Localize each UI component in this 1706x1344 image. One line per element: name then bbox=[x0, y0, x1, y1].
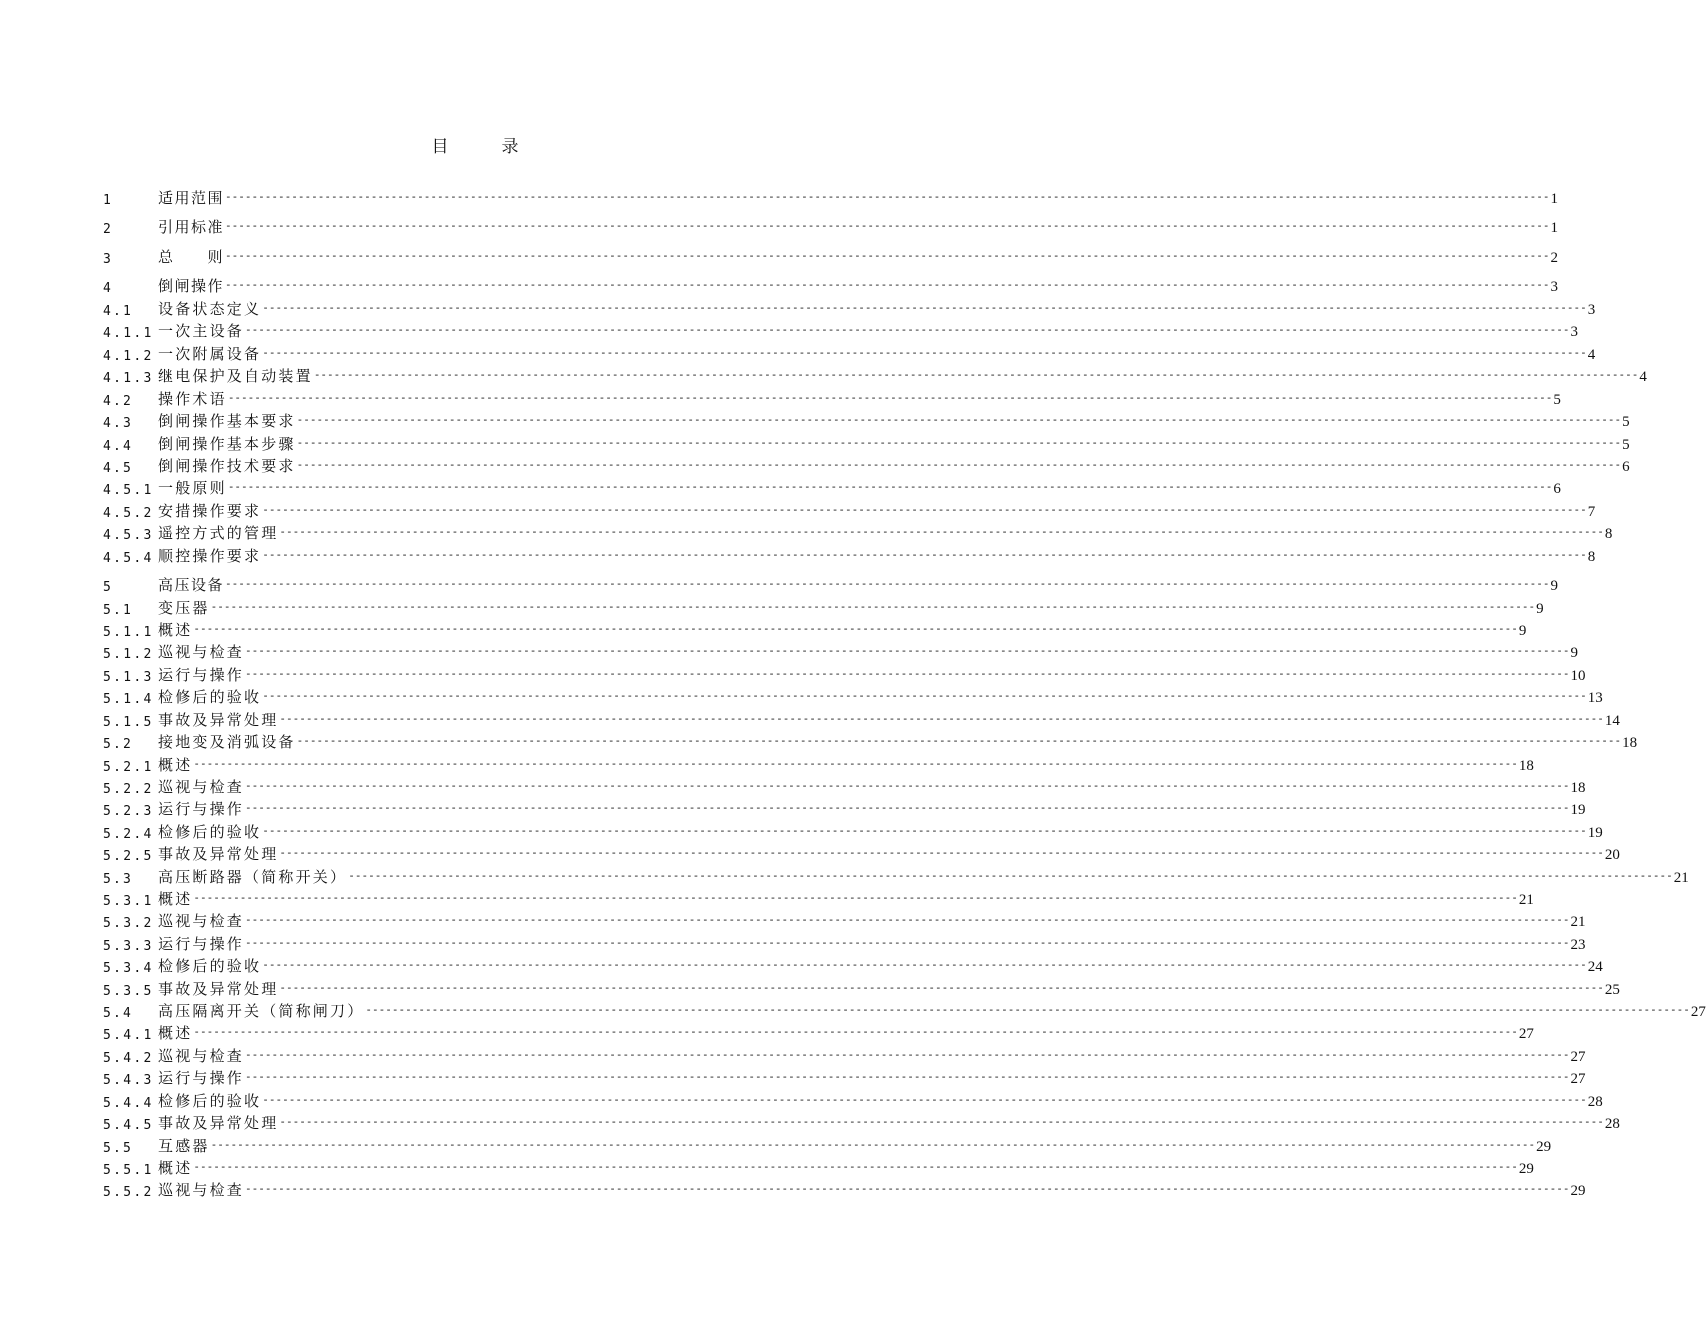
toc-entry-title: 一次主设备 bbox=[158, 322, 245, 341]
toc-entry-number: 5.4.3 bbox=[103, 1073, 154, 1089]
toc-entry-title: 设备状态定义 bbox=[158, 299, 262, 318]
toc-leader: -------------------------------------------------------------------------------------------------------------------------------------------------------------------------------------------------------- bbox=[225, 248, 1550, 262]
toc-entry-number: 4.5.1 bbox=[103, 483, 154, 499]
toc-entry-number: 5.2.3 bbox=[103, 804, 154, 820]
toc-entry[interactable] bbox=[103, 1178, 1586, 1201]
toc-leader: -------------------------------------------------------------------------------------------------------------------------------------------------------------------------------------------------------- bbox=[210, 1137, 1536, 1151]
toc-entry-title: 巡视与检查 bbox=[158, 1181, 245, 1200]
toc-entry-page: 20 bbox=[1604, 847, 1620, 864]
toc-entry[interactable] bbox=[103, 1156, 1534, 1178]
toc-entry-title: 巡视与检查 bbox=[158, 643, 245, 662]
toc-title: 目 录 bbox=[431, 137, 537, 157]
toc-entry[interactable] bbox=[103, 476, 1561, 499]
toc-entry-title: 运行与操作 bbox=[158, 665, 245, 684]
toc-entry-page: 9 bbox=[1518, 623, 1527, 640]
toc-entry-number: 5.4.4 bbox=[103, 1095, 154, 1111]
toc-entry-number: 5.3.1 bbox=[103, 894, 154, 909]
toc-entry-number: 5.2.4 bbox=[103, 826, 154, 842]
toc-entry[interactable] bbox=[103, 1111, 1620, 1134]
toc-leader: -------------------------------------------------------------------------------------------------------------------------------------------------------------------------------------------------------- bbox=[225, 577, 1550, 591]
toc-entry-number: 5.4.2 bbox=[103, 1050, 154, 1066]
toc-entry-title: 倒闸操作基本步骤 bbox=[158, 434, 296, 453]
toc-leader: -------------------------------------------------------------------------------------------------------------------------------------------------------------------------------------------------------- bbox=[262, 958, 1587, 972]
toc-entry-number: 4.4 bbox=[103, 438, 134, 454]
toc-entry-title: 概述 bbox=[158, 890, 193, 908]
toc-entry-title: 事故及异常处理 bbox=[158, 845, 279, 864]
toc-leader: -------------------------------------------------------------------------------------------------------------------------------------------------------------------------------------------------------- bbox=[245, 913, 1570, 927]
toc-entry[interactable] bbox=[103, 296, 1596, 319]
toc-entry-title: 高压断路器（简称开关） bbox=[158, 867, 348, 886]
toc-leader: -------------------------------------------------------------------------------------------------------------------------------------------------------------------------------------------------------- bbox=[245, 666, 1570, 680]
toc-entry-title: 检修后的验收 bbox=[158, 822, 262, 841]
toc-leader: -------------------------------------------------------------------------------------------------------------------------------------------------------------------------------------------------------- bbox=[227, 480, 1553, 494]
toc-entry-number: 5.1.1 bbox=[103, 625, 154, 641]
toc-entry[interactable] bbox=[103, 386, 1561, 409]
toc-entry-title: 一次附属设备 bbox=[158, 344, 262, 363]
toc-entry-title: 互感器 bbox=[158, 1136, 210, 1155]
toc-leader: -------------------------------------------------------------------------------------------------------------------------------------------------------------------------------------------------------- bbox=[262, 1092, 1587, 1106]
toc-entry-title: 检修后的验收 bbox=[158, 1091, 262, 1110]
toc-entry-page: 18 bbox=[1570, 779, 1586, 796]
toc-entry-number: 5.1.2 bbox=[103, 647, 154, 663]
toc-entry-title: 事故及异常处理 bbox=[158, 1114, 279, 1133]
toc-leader: -------------------------------------------------------------------------------------------------------------------------------------------------------------------------------------------------------- bbox=[262, 345, 1587, 359]
toc-leader: -------------------------------------------------------------------------------------------------------------------------------------------------------------------------------------------------------- bbox=[245, 1070, 1570, 1084]
toc-entry-number: 4.1 bbox=[103, 303, 134, 319]
toc-entry-title: 倒闸操作基本要求 bbox=[158, 412, 296, 431]
table-of-contents bbox=[103, 178, 1706, 1201]
toc-entry-title: 接地变及消弧设备 bbox=[158, 733, 296, 752]
toc-entry-page: 24 bbox=[1587, 959, 1603, 976]
toc-entry-title: 概述 bbox=[158, 621, 193, 640]
toc-entry[interactable] bbox=[103, 1021, 1534, 1044]
toc-entry-page: 14 bbox=[1604, 712, 1620, 729]
toc-entry-title: 概述 bbox=[158, 1158, 193, 1177]
toc-leader: -------------------------------------------------------------------------------------------------------------------------------------------------------------------------------------------------------- bbox=[193, 756, 1518, 770]
toc-leader: -------------------------------------------------------------------------------------------------------------------------------------------------------------------------------------------------------- bbox=[245, 323, 1570, 337]
toc-entry[interactable] bbox=[103, 409, 1630, 432]
toc-entry-number: 5.1.4 bbox=[103, 692, 154, 708]
toc-entry-number: 5.2 bbox=[103, 737, 134, 753]
toc-entry-title: 巡视与检查 bbox=[158, 912, 245, 931]
toc-entry[interactable] bbox=[103, 208, 1559, 238]
toc-leader: -------------------------------------------------------------------------------------------------------------------------------------------------------------------------------------------------------- bbox=[245, 778, 1570, 792]
toc-leader: -------------------------------------------------------------------------------------------------------------------------------------------------------------------------------------------------------- bbox=[313, 368, 1639, 382]
toc-entry-number: 4.3 bbox=[103, 416, 134, 432]
toc-entry-page: 21 bbox=[1518, 892, 1534, 908]
toc-leader: -------------------------------------------------------------------------------------------------------------------------------------------------------------------------------------------------------- bbox=[225, 189, 1550, 203]
toc-entry[interactable] bbox=[103, 1088, 1603, 1111]
toc-entry-number: 4 bbox=[103, 281, 113, 297]
toc-entry[interactable] bbox=[103, 341, 1596, 364]
toc-entry-number: 5.2.1 bbox=[103, 759, 154, 775]
toc-entry-page: 7 bbox=[1587, 503, 1596, 520]
toc-leader: -------------------------------------------------------------------------------------------------------------------------------------------------------------------------------------------------------- bbox=[245, 935, 1570, 949]
toc-leader: -------------------------------------------------------------------------------------------------------------------------------------------------------------------------------------------------------- bbox=[262, 300, 1587, 314]
toc-entry[interactable] bbox=[103, 752, 1534, 775]
toc-entry-page: 19 bbox=[1570, 802, 1586, 819]
toc-entry-title: 操作术语 bbox=[158, 389, 227, 408]
toc-entry-number: 5.3.5 bbox=[103, 983, 154, 999]
toc-entry-page: 9 bbox=[1550, 578, 1559, 595]
toc-entry-number: 4.5.3 bbox=[103, 528, 154, 544]
toc-entry-page: 5 bbox=[1622, 436, 1630, 453]
toc-entry-page: 28 bbox=[1604, 1116, 1620, 1133]
toc-entry-page: 25 bbox=[1604, 981, 1620, 998]
toc-leader: -------------------------------------------------------------------------------------------------------------------------------------------------------------------------------------------------------- bbox=[279, 525, 1604, 539]
toc-entry[interactable] bbox=[103, 267, 1559, 297]
toc-leader: -------------------------------------------------------------------------------------------------------------------------------------------------------------------------------------------------------- bbox=[279, 711, 1604, 725]
toc-entry-number: 5.3.2 bbox=[103, 916, 154, 932]
toc-leader: -------------------------------------------------------------------------------------------------------------------------------------------------------------------------------------------------------- bbox=[279, 846, 1604, 860]
toc-entry[interactable] bbox=[103, 887, 1534, 909]
toc-entry-page: 27 bbox=[1518, 1026, 1534, 1043]
toc-entry[interactable] bbox=[103, 909, 1586, 932]
toc-entry-page: 8 bbox=[1587, 548, 1596, 565]
toc-leader: -------------------------------------------------------------------------------------------------------------------------------------------------------------------------------------------------------- bbox=[227, 390, 1553, 404]
toc-entry[interactable] bbox=[103, 954, 1603, 977]
toc-entry-page: 27 bbox=[1570, 1048, 1586, 1065]
toc-entry-number: 3 bbox=[103, 251, 113, 267]
toc-entry-title: 运行与操作 bbox=[158, 800, 245, 819]
toc-leader: -------------------------------------------------------------------------------------------------------------------------------------------------------------------------------------------------------- bbox=[193, 1025, 1518, 1039]
toc-entry-number: 5.5.1 bbox=[103, 1162, 154, 1178]
toc-leader: -------------------------------------------------------------------------------------------------------------------------------------------------------------------------------------------------------- bbox=[210, 599, 1536, 613]
toc-entry-page: 5 bbox=[1622, 414, 1630, 431]
toc-entry[interactable] bbox=[103, 364, 1647, 387]
toc-leader: -------------------------------------------------------------------------------------------------------------------------------------------------------------------------------------------------------- bbox=[193, 622, 1518, 636]
toc-entry-page: 23 bbox=[1570, 936, 1586, 953]
toc-entry-page: 10 bbox=[1570, 667, 1586, 684]
toc-entry[interactable] bbox=[103, 707, 1620, 730]
toc-entry-title: 高压隔离开关（简称闸刀） bbox=[158, 1002, 365, 1021]
toc-entry[interactable] bbox=[103, 730, 1638, 753]
toc-entry[interactable] bbox=[103, 662, 1586, 685]
toc-entry-number: 4.1.3 bbox=[103, 371, 154, 387]
toc-entry-page: 3 bbox=[1587, 301, 1596, 318]
toc-entry[interactable] bbox=[103, 319, 1579, 342]
toc-entry-title: 运行与操作 bbox=[158, 1069, 245, 1088]
toc-entry-title: 高压设备 bbox=[158, 576, 225, 595]
toc-entry-page: 8 bbox=[1604, 526, 1613, 543]
toc-entry-title: 概述 bbox=[158, 755, 193, 774]
toc-entry-page: 29 bbox=[1570, 1183, 1586, 1200]
toc-leader: -------------------------------------------------------------------------------------------------------------------------------------------------------------------------------------------------------- bbox=[193, 891, 1518, 904]
toc-leader: -------------------------------------------------------------------------------------------------------------------------------------------------------------------------------------------------------- bbox=[296, 413, 1622, 427]
toc-entry-title: 安措操作要求 bbox=[158, 501, 262, 520]
toc-entry-number: 4.1.2 bbox=[103, 348, 154, 364]
toc-entry-page: 5 bbox=[1553, 391, 1561, 408]
toc-entry[interactable] bbox=[103, 797, 1586, 820]
toc-entry[interactable] bbox=[103, 1066, 1586, 1089]
toc-entry[interactable] bbox=[103, 999, 1706, 1022]
toc-entry-page: 3 bbox=[1570, 324, 1579, 341]
toc-entry-number: 5.3.3 bbox=[103, 938, 154, 954]
toc-leader: -------------------------------------------------------------------------------------------------------------------------------------------------------------------------------------------------------- bbox=[245, 1182, 1570, 1196]
toc-leader: -------------------------------------------------------------------------------------------------------------------------------------------------------------------------------------------------------- bbox=[225, 278, 1550, 292]
toc-entry-page: 1 bbox=[1550, 190, 1559, 207]
toc-entry-page: 9 bbox=[1570, 645, 1579, 662]
toc-entry-number: 5.5.2 bbox=[103, 1185, 154, 1201]
toc-entry[interactable] bbox=[103, 931, 1586, 954]
toc-entry[interactable] bbox=[103, 685, 1603, 708]
toc-leader: -------------------------------------------------------------------------------------------------------------------------------------------------------------------------------------------------------- bbox=[296, 458, 1622, 472]
toc-entry[interactable] bbox=[103, 618, 1527, 641]
toc-entry[interactable] bbox=[103, 775, 1586, 797]
toc-entry-page: 6 bbox=[1622, 459, 1630, 476]
toc-entry-page: 1 bbox=[1550, 220, 1559, 237]
toc-entry-page: 21 bbox=[1673, 869, 1689, 886]
toc-entry-number: 4.2 bbox=[103, 393, 134, 409]
toc-entry[interactable] bbox=[103, 498, 1596, 521]
toc-entry-page: 4 bbox=[1639, 369, 1647, 386]
toc-entry-title: 事故及异常处理 bbox=[158, 710, 279, 729]
toc-entry-title: 概述 bbox=[158, 1024, 193, 1043]
toc-leader: -------------------------------------------------------------------------------------------------------------------------------------------------------------------------------------------------------- bbox=[279, 980, 1604, 994]
toc-leader: -------------------------------------------------------------------------------------------------------------------------------------------------------------------------------------------------------- bbox=[296, 435, 1622, 449]
toc-leader: -------------------------------------------------------------------------------------------------------------------------------------------------------------------------------------------------------- bbox=[245, 644, 1570, 658]
toc-entry-page: 13 bbox=[1587, 690, 1603, 707]
toc-entry[interactable] bbox=[103, 842, 1620, 865]
toc-entry-page: 9 bbox=[1536, 600, 1544, 617]
toc-entry-number: 5.5 bbox=[103, 1140, 134, 1156]
toc-entry[interactable] bbox=[103, 178, 1559, 208]
toc-entry-page: 29 bbox=[1518, 1160, 1534, 1177]
toc-leader: -------------------------------------------------------------------------------------------------------------------------------------------------------------------------------------------------------- bbox=[262, 547, 1587, 561]
toc-entry-number: 5 bbox=[103, 580, 113, 596]
toc-leader: -------------------------------------------------------------------------------------------------------------------------------------------------------------------------------------------------------- bbox=[193, 1159, 1518, 1173]
toc-entry-title: 顺控操作要求 bbox=[158, 546, 262, 565]
toc-entry-title: 倒闸操作技术要求 bbox=[158, 457, 296, 476]
toc-entry[interactable] bbox=[103, 454, 1630, 477]
toc-entry-number: 4.1.1 bbox=[103, 326, 154, 342]
toc-entry[interactable] bbox=[103, 819, 1603, 842]
toc-entry-number: 1 bbox=[103, 192, 113, 208]
toc-entry[interactable] bbox=[103, 521, 1613, 544]
toc-leader: -------------------------------------------------------------------------------------------------------------------------------------------------------------------------------------------------------- bbox=[245, 1047, 1570, 1061]
toc-entry-title: 总 则 bbox=[158, 247, 225, 266]
toc-entry[interactable] bbox=[103, 431, 1630, 454]
toc-entry-number: 5.2.2 bbox=[103, 781, 154, 797]
toc-entry-number: 5.3 bbox=[103, 871, 134, 887]
toc-leader: -------------------------------------------------------------------------------------------------------------------------------------------------------------------------------------------------------- bbox=[365, 1003, 1690, 1017]
toc-leader: -------------------------------------------------------------------------------------------------------------------------------------------------------------------------------------------------------- bbox=[225, 219, 1550, 233]
toc-entry-number: 5.4 bbox=[103, 1006, 134, 1022]
toc-entry-number: 5.3.4 bbox=[103, 961, 154, 977]
toc-entry-title: 继电保护及自动装置 bbox=[158, 367, 313, 386]
toc-entry[interactable] bbox=[103, 237, 1559, 267]
toc-entry-page: 27 bbox=[1690, 1004, 1706, 1021]
toc-entry-page: 29 bbox=[1536, 1138, 1552, 1155]
toc-leader: -------------------------------------------------------------------------------------------------------------------------------------------------------------------------------------------------------- bbox=[262, 823, 1587, 837]
toc-leader: -------------------------------------------------------------------------------------------------------------------------------------------------------------------------------------------------------- bbox=[245, 801, 1570, 815]
toc-entry-page: 2 bbox=[1550, 249, 1559, 266]
toc-entry-title: 检修后的验收 bbox=[158, 957, 262, 976]
toc-entry-title: 遥控方式的管理 bbox=[158, 524, 279, 543]
toc-entry[interactable] bbox=[103, 1043, 1586, 1066]
toc-entry-page: 28 bbox=[1587, 1093, 1603, 1110]
toc-entry-number: 5.2.5 bbox=[103, 849, 154, 865]
toc-entry-number: 4.5.2 bbox=[103, 505, 154, 521]
toc-entry-page: 19 bbox=[1587, 824, 1603, 841]
toc-entry[interactable] bbox=[103, 640, 1579, 663]
toc-entry[interactable] bbox=[103, 976, 1620, 999]
toc-entry-number: 5.1 bbox=[103, 602, 134, 618]
toc-entry-page: 27 bbox=[1570, 1071, 1586, 1088]
toc-entry-number: 5.4.5 bbox=[103, 1118, 154, 1134]
toc-entry-number: 5.1.5 bbox=[103, 714, 154, 730]
toc-entry-title: 倒闸操作 bbox=[158, 277, 225, 296]
toc-entry-title: 变压器 bbox=[158, 598, 210, 617]
toc-entry-title: 引用标准 bbox=[158, 218, 225, 237]
toc-entry[interactable] bbox=[103, 566, 1559, 596]
toc-entry-page: 18 bbox=[1518, 757, 1534, 774]
toc-entry-number: 5.4.1 bbox=[103, 1028, 154, 1044]
toc-entry-page: 21 bbox=[1570, 914, 1586, 931]
toc-entry-number: 4.5.4 bbox=[103, 550, 154, 566]
toc-entry[interactable] bbox=[103, 1133, 1552, 1156]
toc-leader: -------------------------------------------------------------------------------------------------------------------------------------------------------------------------------------------------------- bbox=[262, 689, 1587, 703]
toc-entry-page: 3 bbox=[1550, 279, 1559, 296]
toc-entry-number: 5.1.3 bbox=[103, 669, 154, 685]
toc-entry[interactable] bbox=[103, 864, 1689, 887]
toc-leader: -------------------------------------------------------------------------------------------------------------------------------------------------------------------------------------------------------- bbox=[296, 734, 1622, 748]
toc-entry-title: 检修后的验收 bbox=[158, 688, 262, 707]
toc-leader: -------------------------------------------------------------------------------------------------------------------------------------------------------------------------------------------------------- bbox=[348, 868, 1673, 882]
toc-entry-title: 巡视与检查 bbox=[158, 777, 245, 796]
toc-leader: -------------------------------------------------------------------------------------------------------------------------------------------------------------------------------------------------------- bbox=[279, 1115, 1604, 1129]
toc-entry-page: 18 bbox=[1622, 735, 1638, 752]
toc-entry-number: 2 bbox=[103, 222, 113, 238]
toc-entry-page: 6 bbox=[1553, 481, 1561, 498]
toc-entry-title: 一般原则 bbox=[158, 479, 227, 498]
toc-entry-title: 事故及异常处理 bbox=[158, 979, 279, 998]
toc-entry-title: 运行与操作 bbox=[158, 934, 245, 953]
toc-entry[interactable] bbox=[103, 543, 1596, 566]
toc-entry-title: 适用范围 bbox=[158, 188, 225, 207]
toc-entry[interactable] bbox=[103, 595, 1544, 618]
toc-entry-page: 4 bbox=[1587, 346, 1596, 363]
toc-entry-title: 巡视与检查 bbox=[158, 1046, 245, 1065]
toc-leader: -------------------------------------------------------------------------------------------------------------------------------------------------------------------------------------------------------- bbox=[262, 502, 1587, 516]
toc-entry-number: 4.5 bbox=[103, 461, 134, 477]
